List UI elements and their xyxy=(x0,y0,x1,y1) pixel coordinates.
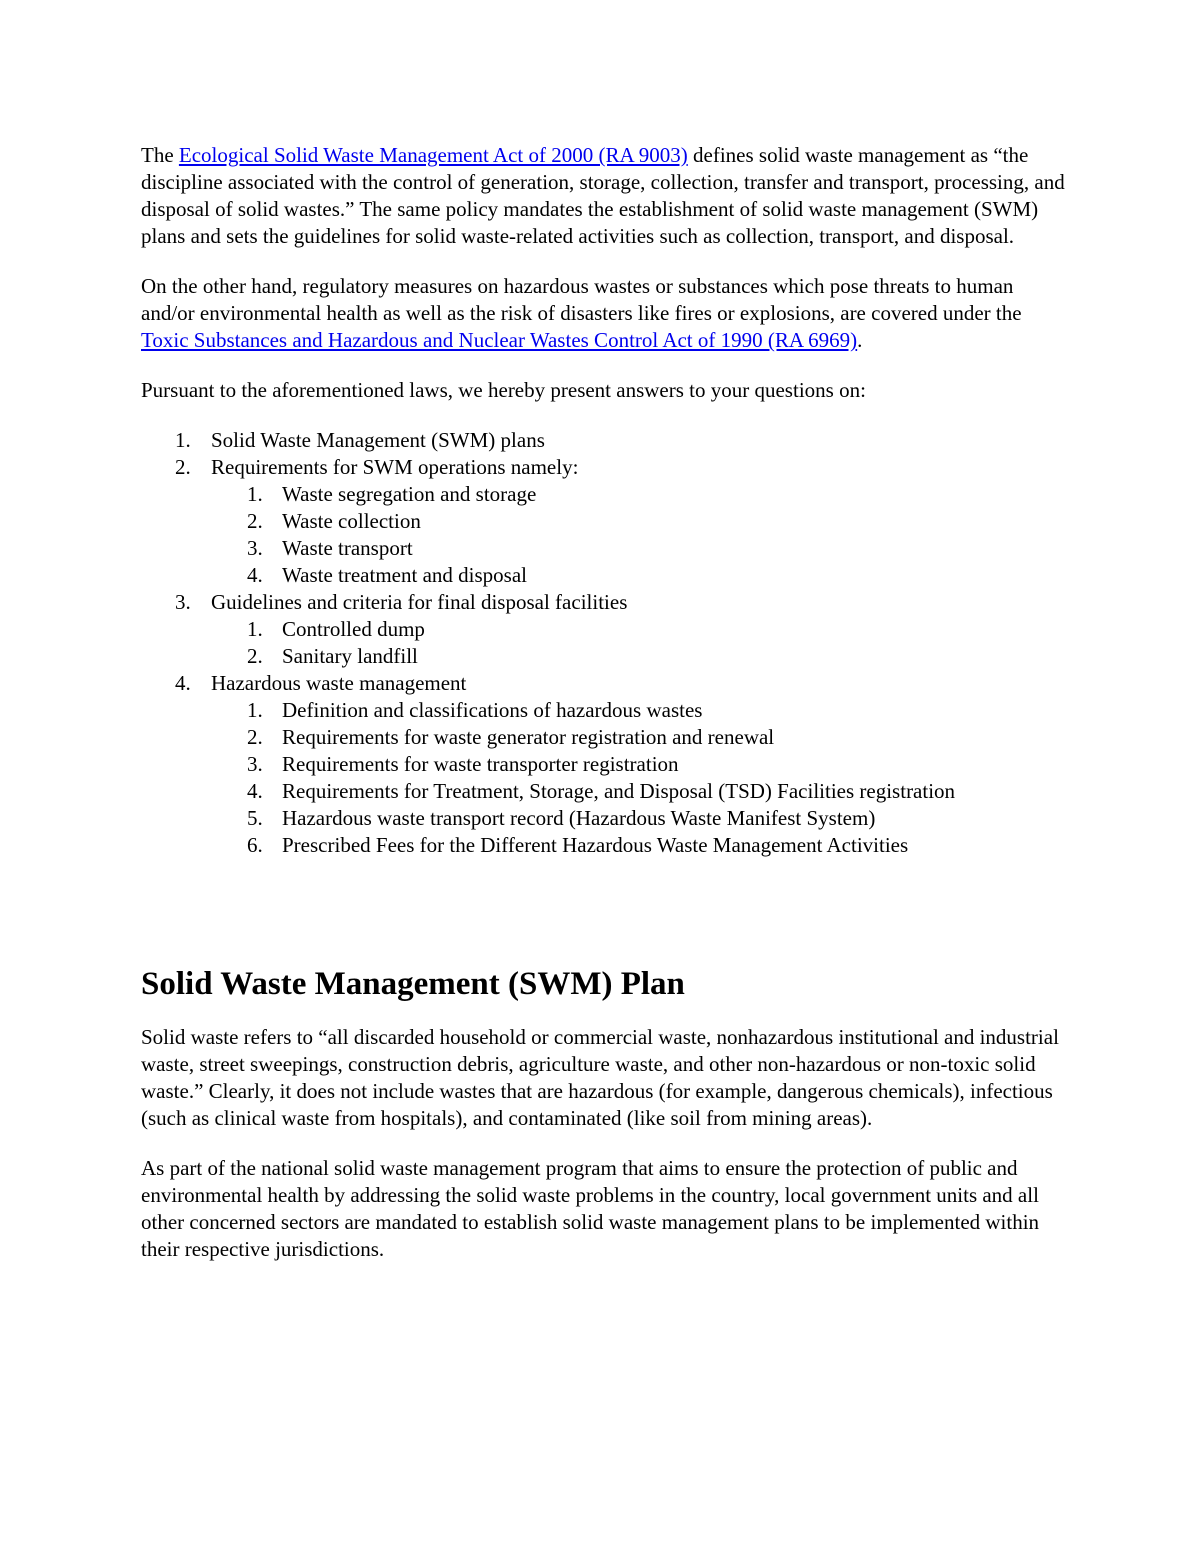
subtopic-number: 3. xyxy=(247,536,263,560)
topic-number: 1. xyxy=(175,428,191,452)
subtopic-label: Prescribed Fees for the Different Hazardous Waste Management Activities xyxy=(282,833,909,857)
subtopic-number: 2. xyxy=(247,644,263,668)
intro-p1-pre: The xyxy=(141,143,179,167)
intro-p1-post: defines solid waste management as “the discipline associated with the control of generation, storage, collection, transfer and transport, processing, and disposal of solid wastes.” The same policy mandates the establishment of solid waste management (SWM) plans and sets the guidelines for solid waste-related activities such as collection, transport, and disposal. xyxy=(141,143,1065,248)
subtopic-list xyxy=(211,481,1071,589)
topic-item xyxy=(141,589,1071,670)
subtopic-item xyxy=(211,751,1071,778)
intro-paragraph-3: Pursuant to the aforementioned laws, we hereby present answers to your questions on: xyxy=(141,378,866,402)
subtopic-number: 3. xyxy=(247,752,263,776)
subtopic-item xyxy=(211,832,1071,859)
subtopic-number: 4. xyxy=(247,779,263,803)
intro-p2-post: . xyxy=(857,328,863,352)
subtopic-item xyxy=(211,778,1071,805)
subtopic-list xyxy=(211,616,1071,670)
subtopic-label: Requirements for Treatment, Storage, and Disposal (TSD) Facilities registration xyxy=(282,779,956,803)
subtopic-number: 5. xyxy=(247,806,263,830)
topic-label: Solid Waste Management (SWM) plans xyxy=(211,428,545,452)
subtopic-list xyxy=(211,697,1071,859)
subtopic-number: 4. xyxy=(247,563,263,587)
subtopic-label: Requirements for waste generator registration and renewal xyxy=(282,725,775,749)
topic-number: 2. xyxy=(175,455,191,479)
document-page xyxy=(141,142,1071,1286)
subtopic-number: 2. xyxy=(247,725,263,749)
topic-item xyxy=(141,670,1071,859)
subtopic-label: Waste transport xyxy=(282,536,413,560)
subtopic-label: Requirements for waste transporter registration xyxy=(282,752,679,776)
topic-label: Guidelines and criteria for final disposal facilities xyxy=(211,590,628,614)
subtopic-item xyxy=(211,724,1071,751)
ra-9003-link[interactable]: Ecological Solid Waste Management Act of 2000 (RA 9003) xyxy=(178,143,688,167)
subtopic-item xyxy=(211,481,1071,508)
intro-paragraph-1 xyxy=(141,142,1071,250)
subtopic-number: 1. xyxy=(247,617,263,641)
topic-item xyxy=(141,454,1071,589)
subtopic-label: Waste segregation and storage xyxy=(282,482,537,506)
topic-number: 4. xyxy=(175,671,191,695)
subtopic-label: Waste treatment and disposal xyxy=(282,563,527,587)
subtopic-number: 1. xyxy=(247,698,263,722)
subtopic-label: Hazardous waste transport record (Hazardous Waste Manifest System) xyxy=(282,806,876,830)
section-heading: Solid Waste Management (SWM) Plan xyxy=(141,966,685,1002)
topic-label: Hazardous waste management xyxy=(211,671,467,695)
subtopic-number: 6. xyxy=(247,833,263,857)
topics-list xyxy=(141,427,1071,859)
subtopic-label: Waste collection xyxy=(282,509,421,533)
section-paragraph-2: As part of the national solid waste management program that aims to ensure the protection of public and environmental health by addressing the solid waste problems in the country, local government units and all other concerned sectors are mandated to establish solid waste management plans to be implemented within their respective jurisdictions. xyxy=(141,1156,1040,1261)
subtopic-item xyxy=(211,805,1071,832)
intro-p2-pre: On the other hand, regulatory measures on hazardous wastes or substances which pose threats to human and/or environmental health as well as the risk of disasters like fires or explosions, are covered under the xyxy=(141,274,1022,325)
subtopic-item xyxy=(211,535,1071,562)
subtopic-item xyxy=(211,697,1071,724)
section-paragraph-1: Solid waste refers to “all discarded household or commercial waste, nonhazardous institutional and industrial waste, street sweepings, construction debris, agriculture waste, and other non-hazardous or non-toxic solid waste.” Clearly, it does not include wastes that are hazardous (for example, dangerous chemicals), infectious (such as clinical waste from hospitals), and contaminated (like soil from mining areas). xyxy=(141,1025,1059,1130)
subtopic-number: 1. xyxy=(247,482,263,506)
topic-number: 3. xyxy=(175,590,191,614)
subtopic-item xyxy=(211,562,1071,589)
subtopic-label: Sanitary landfill xyxy=(282,644,418,668)
subtopic-number: 2. xyxy=(247,509,263,533)
intro-paragraph-2 xyxy=(141,273,1071,354)
topic-label: Requirements for SWM operations namely: xyxy=(211,455,579,479)
topic-item xyxy=(141,427,1071,454)
subtopic-item xyxy=(211,508,1071,535)
subtopic-item xyxy=(211,616,1071,643)
ra-6969-link[interactable]: Toxic Substances and Hazardous and Nuclear Wastes Control Act of 1990 (RA 6969) xyxy=(141,328,858,352)
subtopic-label: Controlled dump xyxy=(282,617,425,641)
subtopic-item xyxy=(211,643,1071,670)
subtopic-label: Definition and classifications of hazardous wastes xyxy=(282,698,703,722)
